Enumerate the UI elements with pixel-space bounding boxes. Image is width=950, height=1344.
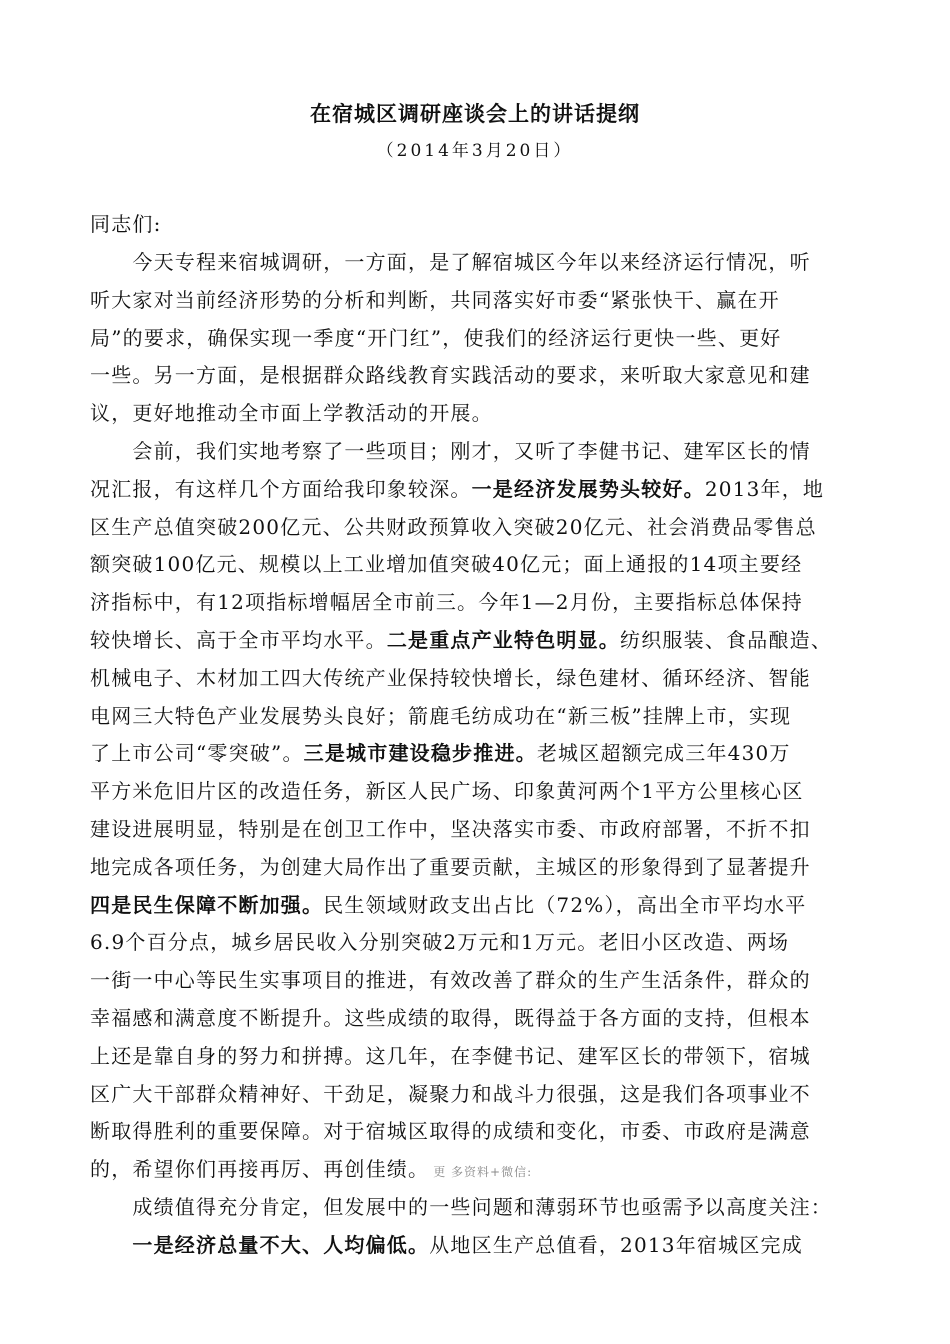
body-text: 断取得胜利的重要保障。对于宿城区取得的成绩和变化，市委、市政府是满意 <box>90 1119 811 1143</box>
body-line <box>90 401 870 425</box>
body-line <box>90 363 870 387</box>
body-line <box>90 704 870 728</box>
body-line <box>90 893 870 917</box>
page-title: 在宿城区调研座谈会上的讲话提纲 <box>310 101 640 126</box>
body-text: 机械电子、木材加工四大传统产业保持较快增长，绿色建材、循环经济、智能 <box>90 666 811 690</box>
body-text: 6.9个百分点，城乡居民收入分别突破2万元和1万元。老旧小区改造、两场 <box>90 930 790 954</box>
body-text: 幸福感和满意度不断提升。这些成绩的取得，既得益于各方面的支持，但根本 <box>90 1006 811 1030</box>
body-text: 一些。另一方面，是根据群众路线教育实践活动的要求，来听取大家意见和建 <box>90 363 811 387</box>
bold-heading-text: 一是经济总量不大、人均偏低。 <box>132 1233 430 1257</box>
body-line <box>90 1006 870 1030</box>
body-text: 纺织服装、食品酿造、 <box>620 628 833 652</box>
body-text: 济指标中，有12项指标增幅居全市前三。今年1—2月份，主要指标总体保持 <box>90 590 803 614</box>
body-line <box>90 817 870 841</box>
body-line <box>90 1119 870 1143</box>
body-text: 况汇报，有这样几个方面给我印象较深。 <box>90 477 472 501</box>
body-line <box>90 1157 870 1184</box>
body-text: 的，希望你们再接再厉、再创佳绩。 <box>90 1157 430 1181</box>
body-line <box>90 326 870 350</box>
body-line <box>90 1082 870 1106</box>
body-text: 了上市公司“零突破”。 <box>90 741 304 765</box>
salutation: 同志们: <box>90 212 162 236</box>
body-text: 2013年，地 <box>704 477 825 501</box>
body-text: 今天专程来宿城调研，一方面，是了解宿城区今年以来经济运行情况，听 <box>90 250 811 274</box>
body-line <box>90 855 870 879</box>
body-text: 地完成各项任务，为创建大局作出了重要贡献，主城区的形象得到了显著提升 <box>90 855 811 879</box>
body-text: 区生产总值突破200亿元、公共财政预算收入突破20亿元、社会消费品零售总 <box>90 515 817 539</box>
body-text: 老城区超额完成三年430万 <box>536 741 791 765</box>
body-line <box>90 779 870 803</box>
bold-heading-text: 二是重点产业特色明显。 <box>386 628 621 652</box>
body-text: 一街一中心等民生实事项目的推进，有效改善了群众的生产生活条件，群众的 <box>90 968 811 992</box>
body-line <box>90 628 870 652</box>
body-line <box>90 930 870 954</box>
body-line <box>90 1233 870 1257</box>
body-line <box>90 439 870 463</box>
body-text: 听大家对当前经济形势的分析和判断，共同落实好市委“紧张快干、赢在开 <box>90 288 780 312</box>
body-line <box>90 741 870 765</box>
body-line <box>90 288 870 312</box>
body-line <box>90 477 870 501</box>
body-text: 建设进展明显，特别是在创卫工作中，坚决落实市委、市政府部署，不折不扣 <box>90 817 811 841</box>
body-text: 平方米危旧片区的改造任务，新区人民广场、印象黄河两个1平方公里核心区 <box>90 779 804 803</box>
body-text: 民生领域财政支出占比（72%），高出全市平均水平 <box>323 893 807 917</box>
body-text: 较快增长、高于全市平均水平。 <box>90 628 387 652</box>
body-text: 局”的要求，确保实现一季度“开门红”，使我们的经济运行更快一些、更好 <box>90 326 782 350</box>
body-line <box>90 666 870 690</box>
bold-heading-text: 一是经济发展势头较好。 <box>471 477 705 501</box>
body-line <box>90 515 870 539</box>
body-line <box>90 552 870 576</box>
body-text: 额突破100亿元、规模以上工业增加值突破40亿元；面上通报的14项主要经 <box>90 552 803 576</box>
bold-heading-text: 四是民生保障不断加强。 <box>90 893 324 917</box>
watermark-text: 更 多资料+微信: <box>433 1165 533 1179</box>
bold-heading-text: 三是城市建设稳步推进。 <box>303 741 537 765</box>
body-line <box>90 1044 870 1068</box>
document-date: （2014年3月20日） <box>376 141 574 161</box>
body-text: 会前，我们实地考察了一些项目；刚才，又听了李健书记、建军区长的情 <box>90 439 811 463</box>
body-line <box>90 250 870 274</box>
body-line <box>90 1195 870 1219</box>
body-text: 电网三大特色产业发展势头良好；箭鹿毛纺成功在“新三板”挂牌上市，实现 <box>90 704 792 728</box>
body-text: 从地区生产总值看，2013年宿城区完成 <box>429 1233 803 1257</box>
body-text: 成绩值得充分肯定，但发展中的一些问题和薄弱环节也亟需予以高度关注： <box>90 1195 832 1219</box>
body-text: 区广大干部群众精神好、干劲足，凝聚力和战斗力很强，这是我们各项事业不 <box>90 1082 811 1106</box>
body-text: 上还是靠自身的努力和拼搏。这几年，在李健书记、建军区长的带领下，宿城 <box>90 1044 811 1068</box>
body-text: 议，更好地推动全市面上学教活动的开展。 <box>90 401 493 425</box>
body-text <box>90 1233 132 1257</box>
body-line <box>90 590 870 614</box>
body-line <box>90 968 870 992</box>
